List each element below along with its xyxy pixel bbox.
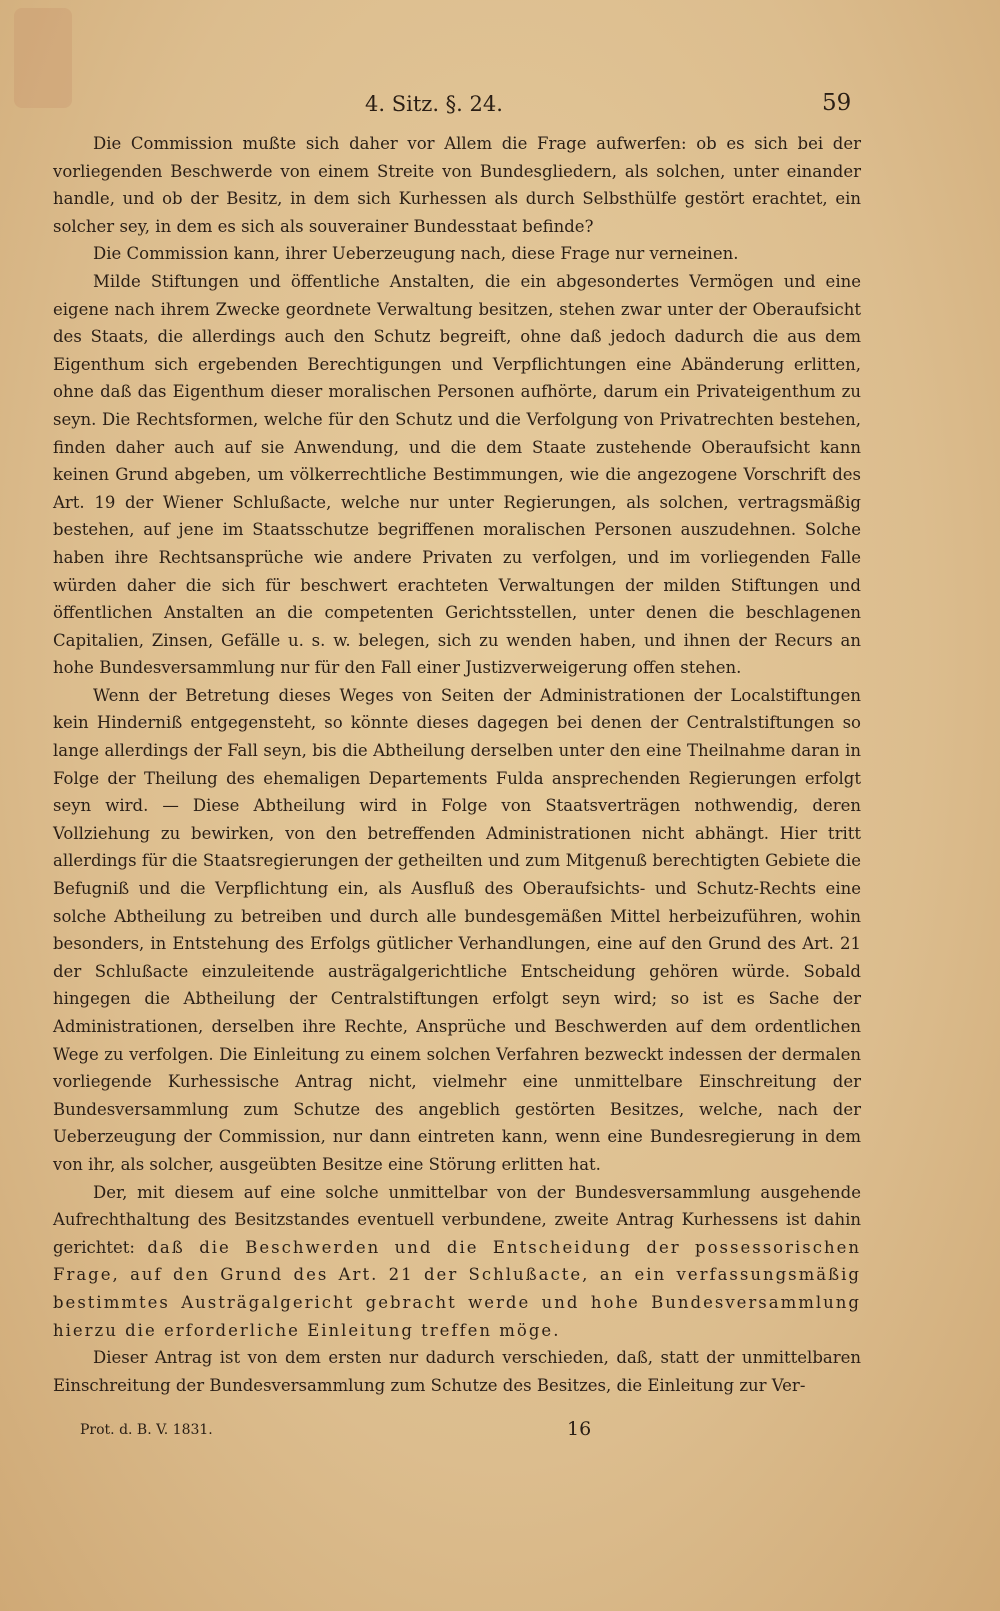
signature-mark: Prot. d. B. V. 1831. (80, 1422, 213, 1438)
paragraph-3: Milde Stiftungen und öffentliche Anstalten, die ein abgesondertes Vermögen und eine eigene nach ihrem Zwecke geordnete Verwaltung besitzen, stehen zwar unter der Oberaufsicht des Staats, die allerdings auch den Schutz begreift, ohne daß jedoch dadurch die aus dem Eigenthum sich ergebenden Berechtigungen und Verpflichtungen eine Abänderung erlitten, ohne daß das Eigenthum dieser moralischen Personen aufhörte, darum ein Privateigenthum zu seyn. Die Rechtsformen, welche für den Schutz und die Verfolgung von Privatrechten bestehen, finden daher auch auf sie Anwendung, und die dem Staate zustehende Oberaufsicht kann keinen Grund abgeben, um völkerrechtliche Bestimmungen, wie die angezogene Vorschrift des Art. 19 der Wiener Schlußacte, welche nur unter Regierungen, als solchen, vertragsmäßig bestehen, auf jene im Staatsschutze begriffenen moralischen Personen auszudehnen. Solche haben ihre Rechtsansprüche wie andere Privaten zu verfolgen, und im vorliegenden Falle würden daher die sich für beschwert erachteten Verwaltungen der milden Stiftungen und öffentlichen Anstalten an die competenten Gerichtsstellen, unter denen die beschlagenen Capitalien, Zinsen, Gefälle u. s. w. belegen, sich zu wenden haben, und ihnen der Recurs an hohe Bundesversammlung nur für den Fall einer Justizverweigerung offen stehen. (53, 271, 861, 678)
paragraph-5 (53, 1179, 861, 1345)
paragraph-6: Dieser Antrag ist von dem ersten nur dadurch verschieden, daß, statt der unmittelbaren Einschreitung der Bundesversammlung zum Schutze des Besitzes, die Einleitung zur Ver- (53, 1348, 861, 1395)
paragraph-5-emphasis: daß die Beschwerden und die Entscheidung der possessorischen Frage, auf den Grund des Art. 21 der Schlußacte, an ein verfassungsmäßig bestimmtes Austrägalgericht gebracht werde und hohe Bundesversammlung hierzu die erforderliche Einleitung treffen möge. (53, 1237, 861, 1340)
page-number: 59 (822, 90, 852, 116)
paragraph-5-lead: Der, mit diesem auf eine solche unmittelbar von der Bundesversammlung ausgehende Aufrechthaltung des Besitzstandes eventuell verbundene, zweite Antrag Kurhessens ist dahin gerichtet: (53, 1182, 861, 1257)
sheet-number: 16 (567, 1418, 592, 1440)
paragraph-1: Die Commission mußte sich daher vor Allem die Frage aufwerfen: ob es sich bei der vorliegenden Beschwerde von einem Streite von Bundesgliedern, als solchen, unter einander handle, und ob der Besitz, in dem sich Kurhessen als durch Selbsthülfe gestört erachtet, ein solcher sey, in dem es sich als souverainer Bundesstaat befinde? (53, 134, 861, 236)
paragraph-4: Wenn der Betretung dieses Weges von Seiten der Administrationen der Localstiftungen kein Hinderniß entgegensteht, so könnte dieses dagegen bei denen der Centralstiftungen so lange allerdings der Fall seyn, bis die Abtheilung derselben unter den eine Theilnahme daran in Folge der Theilung des ehemaligen Departements Fulda ansprechenden Regierungen erfolgt seyn wird. — Diese Abtheilung wird in Folge von Staatsverträgen nothwendig, deren Vollziehung zu bewirken, von den betreffenden Administrationen nicht abhängt. Hier tritt allerdings für die Staatsregierungen der getheilten und zum Mitgenuß berechtigten Gebiete die Befugniß und die Verpflichtung ein, als Ausfluß des Oberaufsichts- und Schutz-Rechts eine solche Abtheilung zu betreiben und durch alle bundesgemäßen Mittel herbeizuführen, wohin besonders, in Entstehung des Erfolgs gütlicher Verhandlungen, eine auf den Grund des Art. 21 der Schlußacte einzuleitende austrägalgerichtliche Entscheidung gehören würde. Sobald hingegen die Abtheilung der Centralstiftungen erfolgt seyn wird; so ist es Sache der Administrationen, derselben ihre Rechte, Ansprüche und Beschwerden auf dem ordentlichen Wege zu verfolgen. Die Einleitung zu einem solchen Verfahren bezweckt indessen der dermalen vorliegende Kurhessische Antrag nicht, vielmehr eine unmittelbare Einschreitung der Bundesversammlung zum Schutze des angeblich gestörten Besitzes, welche, nach der Ueberzeugung der Commission, nur dann eintreten kann, wenn eine Bundesregierung in dem von ihr, als solcher, ausgeübten Besitze eine Störung erlitten hat. (53, 685, 861, 1174)
running-head: 4. Sitz. §. 24. (365, 92, 503, 116)
body-text (53, 130, 861, 1399)
paragraph-2: Die Commission kann, ihrer Ueberzeugung nach, diese Frage nur verneinen. (93, 244, 739, 264)
page-header (0, 90, 1000, 126)
page-footer (0, 1418, 1000, 1448)
